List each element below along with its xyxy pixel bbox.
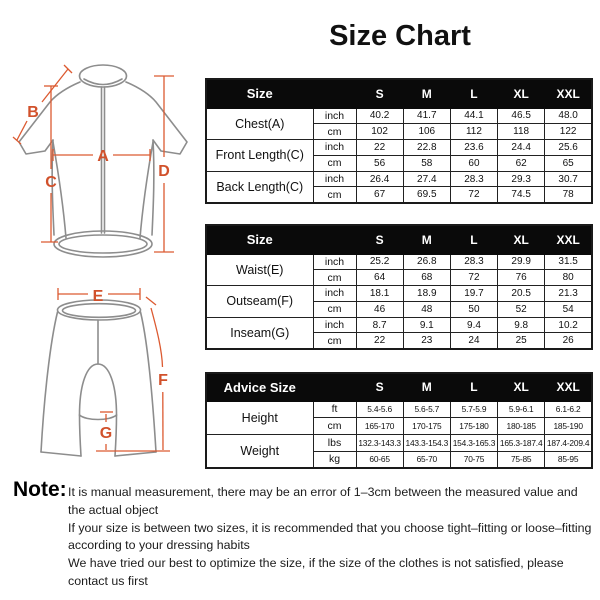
measurement-value: 6.1-6.2 — [545, 401, 592, 418]
measurement-value: 8.7 — [356, 317, 403, 333]
unit-label: cm — [313, 301, 356, 317]
measurement-value: 20.5 — [498, 286, 545, 302]
size-column-header: XXL — [545, 79, 592, 108]
measurement-value: 40.2 — [356, 108, 403, 124]
size-column-header: S — [356, 225, 403, 254]
measurement-value: 58 — [403, 155, 450, 171]
measurement-value: 143.3-154.3 — [403, 434, 450, 451]
measurement-value: 29.3 — [498, 171, 545, 187]
measurement-value: 106 — [403, 124, 450, 140]
measure-label-b: B — [27, 104, 39, 121]
unit-label: cm — [313, 333, 356, 349]
measurement-value: 9.4 — [450, 317, 497, 333]
measurement-value: 19.7 — [450, 286, 497, 302]
measurement-value: 22 — [356, 140, 403, 156]
measurement-value: 48 — [403, 301, 450, 317]
size-column-header: XL — [498, 79, 545, 108]
measurement-value: 56 — [356, 155, 403, 171]
shorts-size-table — [205, 224, 593, 350]
measurement-value: 26 — [545, 333, 592, 349]
measure-label-f: F — [158, 372, 168, 389]
measurement-label: Height — [206, 401, 313, 434]
measurement-value: 60 — [450, 155, 497, 171]
unit-label: kg — [313, 451, 356, 468]
measurement-value: 78 — [545, 187, 592, 203]
measurement-value: 65 — [545, 155, 592, 171]
unit-label: cm — [313, 187, 356, 203]
table-header-title: Size — [206, 225, 313, 254]
measure-label-a: A — [97, 148, 109, 165]
page-title: Size Chart — [329, 20, 471, 52]
unit-label: inch — [313, 171, 356, 187]
note-label: Note: — [13, 478, 67, 501]
size-column-header: XXL — [545, 373, 592, 401]
measurement-value: 29.9 — [498, 254, 545, 270]
table-row — [206, 434, 592, 451]
table-row — [206, 286, 592, 302]
measurement-value: 28.3 — [450, 254, 497, 270]
measurement-value: 25 — [498, 333, 545, 349]
jersey-diagram — [8, 52, 208, 267]
table-header-row — [206, 225, 592, 254]
measurement-value: 76 — [498, 270, 545, 286]
measurement-label: Outseam(F) — [206, 286, 313, 318]
size-column-header: XL — [498, 225, 545, 254]
measurement-value: 5.9-6.1 — [498, 401, 545, 418]
measurement-value: 44.1 — [450, 108, 497, 124]
unit-label: inch — [313, 140, 356, 156]
note-line: If your size is between two sizes, it is recommended that you choose tight–fitting or loose–fitting according to your dressing habits — [68, 520, 592, 553]
unit-label: inch — [313, 286, 356, 302]
shorts-measure-lines — [58, 288, 170, 451]
measurement-value: 132.3-143.3 — [356, 434, 403, 451]
measurement-value: 23 — [403, 333, 450, 349]
measurement-value: 70-75 — [450, 451, 497, 468]
size-column-header: S — [356, 373, 403, 401]
table-header-title: Advice Size — [206, 373, 313, 401]
table-row — [206, 171, 592, 187]
measurement-value: 9.1 — [403, 317, 450, 333]
unit-label: cm — [313, 155, 356, 171]
table-row — [206, 140, 592, 156]
measurement-value: 180-185 — [498, 418, 545, 435]
size-column-header: XL — [498, 373, 545, 401]
measurement-value: 26.8 — [403, 254, 450, 270]
unit-label: cm — [313, 270, 356, 286]
table-row — [206, 401, 592, 418]
measurement-value: 24 — [450, 333, 497, 349]
measurement-value: 170-175 — [403, 418, 450, 435]
note-line: It is manual measurement, there may be an error of 1–3cm between the measured value and the actual object — [68, 485, 578, 517]
table-row — [206, 317, 592, 333]
measurement-value: 5.7-5.9 — [450, 401, 497, 418]
size-column-header: S — [356, 79, 403, 108]
jersey-size-table — [205, 78, 593, 204]
measurement-value: 22.8 — [403, 140, 450, 156]
measurement-value: 25.6 — [545, 140, 592, 156]
measurement-label: Front Length(C) — [206, 140, 313, 172]
measurement-value: 21.3 — [545, 286, 592, 302]
measurement-value: 187.4-209.4 — [545, 434, 592, 451]
size-column-header: M — [403, 79, 450, 108]
measurement-value: 28.3 — [450, 171, 497, 187]
measurement-label: Chest(A) — [206, 108, 313, 140]
measurement-value: 69.5 — [403, 187, 450, 203]
measurement-value: 24.4 — [498, 140, 545, 156]
measurement-value: 165.3-187.4 — [498, 434, 545, 451]
measurement-value: 80 — [545, 270, 592, 286]
measurement-value: 41.7 — [403, 108, 450, 124]
table-header-spacer — [313, 373, 356, 401]
table-row — [206, 254, 592, 270]
measurement-value: 154.3-165.3 — [450, 434, 497, 451]
measurement-label: Inseam(G) — [206, 317, 313, 349]
measurement-value: 67 — [356, 187, 403, 203]
measurement-value: 64 — [356, 270, 403, 286]
note-body — [68, 484, 592, 591]
unit-label: inch — [313, 108, 356, 124]
measurement-value: 112 — [450, 124, 497, 140]
measurement-label: Weight — [206, 434, 313, 467]
measurement-value: 52 — [498, 301, 545, 317]
measure-label-d: D — [158, 163, 170, 180]
table-header-spacer — [313, 79, 356, 108]
measurement-value: 60-65 — [356, 451, 403, 468]
measurement-value: 54 — [545, 301, 592, 317]
measurement-value: 5.4-5.6 — [356, 401, 403, 418]
measurement-value: 50 — [450, 301, 497, 317]
measurement-value: 62 — [498, 155, 545, 171]
shorts-diagram — [8, 268, 208, 468]
note-line: We have tried our best to optimize the size, if the size of the clothes is not satisfied, please contact us first — [68, 556, 564, 588]
measurement-value: 165-170 — [356, 418, 403, 435]
shorts-outline — [41, 300, 156, 456]
measurement-value: 9.8 — [498, 317, 545, 333]
unit-label: ft — [313, 401, 356, 418]
unit-label: inch — [313, 317, 356, 333]
table-header-row — [206, 373, 592, 401]
measurement-value: 185-190 — [545, 418, 592, 435]
measurement-value: 22 — [356, 333, 403, 349]
unit-label: inch — [313, 254, 356, 270]
measurement-value: 5.6-5.7 — [403, 401, 450, 418]
size-column-header: M — [403, 373, 450, 401]
table-row — [206, 108, 592, 124]
measurement-label: Waist(E) — [206, 254, 313, 286]
measurement-value: 75-85 — [498, 451, 545, 468]
measurement-value: 46.5 — [498, 108, 545, 124]
measurement-value: 102 — [356, 124, 403, 140]
measurement-value: 122 — [545, 124, 592, 140]
advice-size-table — [205, 372, 593, 469]
measurement-value: 18.9 — [403, 286, 450, 302]
size-column-header: L — [450, 373, 497, 401]
measurement-value: 18.1 — [356, 286, 403, 302]
measurement-value: 65-70 — [403, 451, 450, 468]
measurement-value: 72 — [450, 270, 497, 286]
measurement-value: 26.4 — [356, 171, 403, 187]
unit-label: cm — [313, 418, 356, 435]
jersey-measure-lines — [13, 65, 174, 252]
measurement-value: 30.7 — [545, 171, 592, 187]
table-header-spacer — [313, 225, 356, 254]
measurement-value: 72 — [450, 187, 497, 203]
table-header-title: Size — [206, 79, 313, 108]
table-header-row — [206, 79, 592, 108]
measurement-value: 74.5 — [498, 187, 545, 203]
unit-label: cm — [313, 124, 356, 140]
measurement-value: 10.2 — [545, 317, 592, 333]
measurement-value: 48.0 — [545, 108, 592, 124]
unit-label: lbs — [313, 434, 356, 451]
size-column-header: L — [450, 225, 497, 254]
measure-label-e: E — [92, 288, 104, 305]
measurement-value: 23.6 — [450, 140, 497, 156]
size-column-header: XXL — [545, 225, 592, 254]
measurement-value: 85-95 — [545, 451, 592, 468]
measurement-value: 118 — [498, 124, 545, 140]
measurement-value: 68 — [403, 270, 450, 286]
measurement-value: 27.4 — [403, 171, 450, 187]
measure-label-g: G — [99, 425, 113, 442]
size-column-header: L — [450, 79, 497, 108]
measurement-value: 25.2 — [356, 254, 403, 270]
size-column-header: M — [403, 225, 450, 254]
measurement-value: 175-180 — [450, 418, 497, 435]
measurement-value: 31.5 — [545, 254, 592, 270]
measurement-value: 46 — [356, 301, 403, 317]
measurement-label: Back Length(C) — [206, 171, 313, 203]
measure-label-c: C — [45, 174, 57, 191]
